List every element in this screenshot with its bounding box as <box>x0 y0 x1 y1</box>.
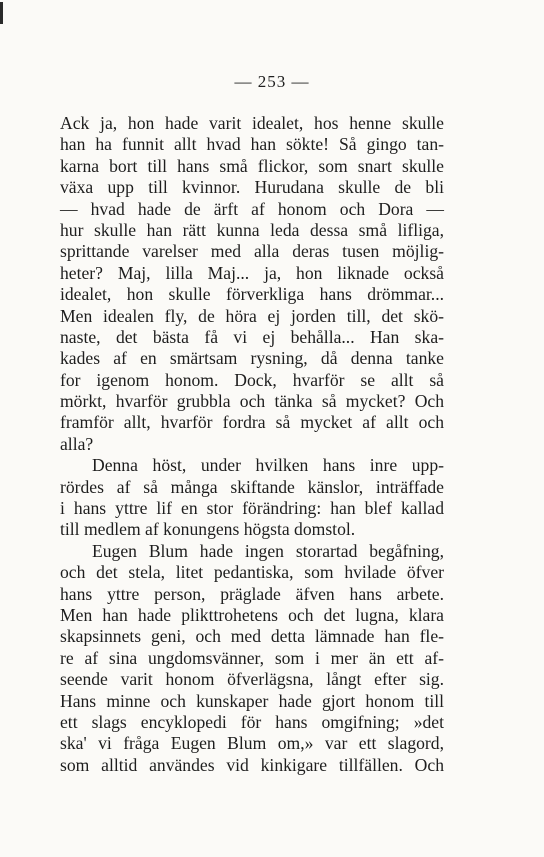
text-line: mörkt, hvarför grubbla och tänka så mycket? Och <box>60 391 444 412</box>
text-line: Men han hade plikttrohetens och det lugna, klara <box>60 604 444 625</box>
text-line: ska' vi fråga Eugen Blum om,» var ett slagord, <box>60 733 444 754</box>
body-text <box>60 113 444 776</box>
text-line: naste, det bästa få vi ej behålla... Han ska- <box>60 326 444 347</box>
text-line: re af sina ungdomsvänner, som i mer än ett af- <box>60 647 444 668</box>
paragraph-start-line: Eugen Blum hade ingen storartad begåfning, <box>92 540 444 561</box>
text-line: karna bort till hans små flickor, som snart skulle <box>60 155 444 176</box>
text-line: seende varit honom öfverlägsna, långt efter sig. <box>60 669 444 690</box>
text-line: han ha funnit allt hvad han sökte! Så gingo tan- <box>60 134 444 155</box>
text-line: for igenom honom. Dock, hvarför se allt så <box>60 369 444 390</box>
text-line: som alltid användes vid kinkigare tillfällen. Och <box>60 754 444 775</box>
text-line: och det stela, litet pedantiska, som hvilade öfver <box>60 562 444 583</box>
text-line: rördes af så många skiftande känslor, inträffade <box>60 476 444 497</box>
text-line: sprittande varelser med alla deras tusen möjlig- <box>60 241 444 262</box>
text-line: hur skulle han rätt kunna leda dessa små lifliga, <box>60 219 444 240</box>
text-line: skapsinnets geni, och med detta lämnade han fle- <box>60 626 444 647</box>
text-line: framför allt, hvarför fordra så mycket af allt och <box>60 412 444 433</box>
text-line: växa upp till kvinnor. Hurudana skulle de bli <box>60 177 444 198</box>
text-line: heter? Maj, lilla Maj... ja, hon liknade också <box>60 262 444 283</box>
text-line: Ack ja, hon hade varit idealet, hos henne skulle <box>60 113 444 133</box>
text-line: ett slags encyklopedi för hans omgifning; »det <box>60 711 444 732</box>
text-line: idealet, hon skulle förverkliga hans drömmar... <box>60 284 444 305</box>
text-line: i hans yttre lif en stor förändring: han blef kallad <box>60 498 444 519</box>
page-number: — 253 — <box>234 72 310 91</box>
text-line: kades af en smärtsam rysning, då denna tanke <box>60 348 444 369</box>
text-line: hans yttre person, präglade äfven hans arbete. <box>60 583 444 604</box>
text-line: Hans minne och kunskaper hade gjort honom till <box>60 690 444 711</box>
paragraph-end-line: till medlem af konungens högsta domstol. <box>60 519 356 540</box>
text-line: — hvad hade de ärft af honom och Dora — <box>60 198 444 219</box>
paragraph-start-line: Denna höst, under hvilken hans inre upp- <box>92 455 444 476</box>
page-edge-mark <box>0 2 3 24</box>
paragraph-end-line: alla? <box>60 433 94 454</box>
text-line: Men idealen fly, de höra ej jorden till, det skö- <box>60 305 444 326</box>
